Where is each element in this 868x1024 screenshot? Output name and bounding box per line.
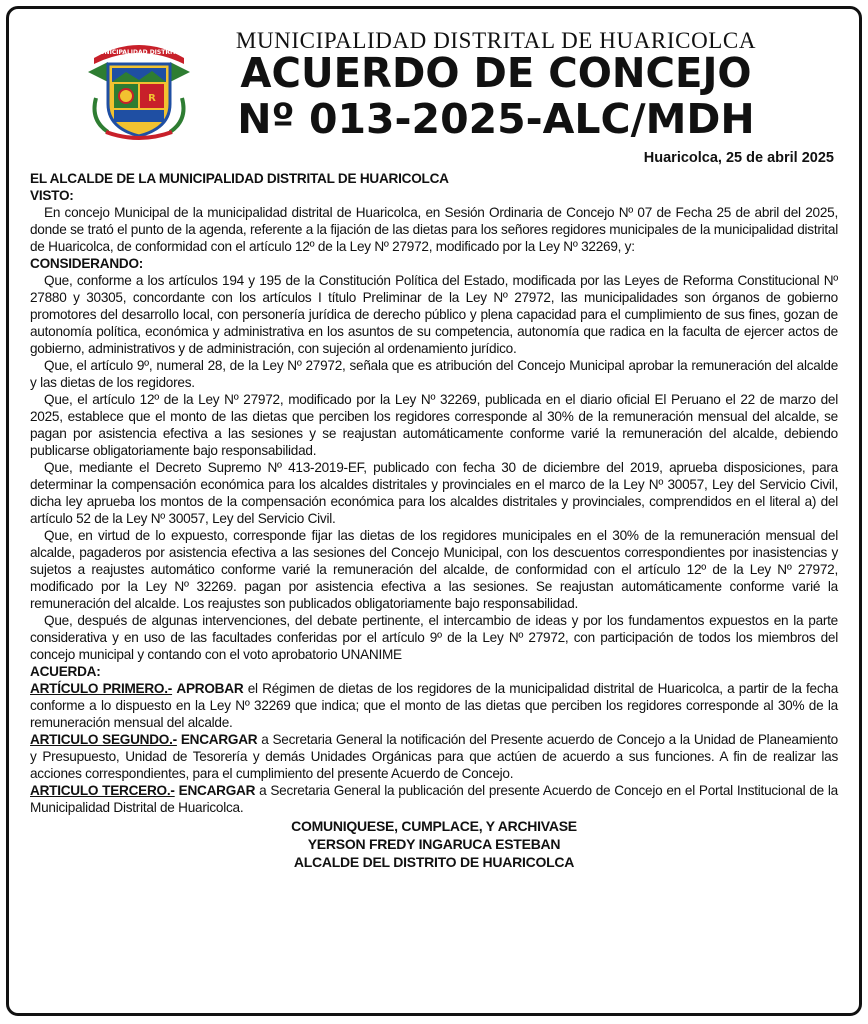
article-second — [30, 731, 838, 782]
article-second-label: ARTICULO SEGUNDO.- — [30, 732, 177, 747]
document-body — [30, 170, 838, 871]
article-first — [30, 680, 838, 731]
svg-text:R: R — [148, 93, 156, 104]
coat-of-arms-icon — [86, 38, 192, 142]
article-third-label: ARTICULO TERCERO.- — [30, 783, 175, 798]
acuerda-heading: ACUERDA: — [30, 664, 101, 679]
article-third-text: a Secretaria General la publicación del presente Acuerdo de Concejo en el Portal Institucional de la Municipalidad Distrital de Huaricolca. — [30, 783, 838, 815]
considerando-paragraph: Que, mediante el Decreto Supremo Nº 413-2019-EF, publicado con fecha 30 de diciembre del 2019, aprueba disposiciones, para determinar la compensación económica para los alcaldes distritales y provinciales en el marco de la Ley Nº 30057, Ley del Servicio Civil, dicha ley aprueba los montos de la compensación económica para los alcaldes distritales y provinciales, comprendidos en el literal a) del artículo 52 de la Ley Nº 30057, Ley del Servicio Civil. — [30, 460, 838, 526]
article-second-text: a Secretaria General la notificación del Presente acuerdo de Concejo a la Unidad de Planeamiento y Presupuesto, Unidad de Tesorería y demás Unidades Orgánicas para que actúen de acuerdo a sus funciones. A fin de realizar las acciones correspondientes, para el cumplimiento del presente Acuerdo de Concejo. — [30, 732, 838, 781]
article-third — [30, 782, 838, 816]
issuer-line: EL ALCALDE DE LA MUNICIPALIDAD DISTRITAL DE HUARICOLCA — [30, 171, 449, 186]
closing-formula: COMUNIQUESE, CUMPLACE, Y ARCHIVASE — [291, 818, 577, 834]
municipal-seal — [86, 38, 192, 142]
considerando-paragraph: Que, después de algunas intervenciones, del debate pertinente, el intercambio de ideas y por los fundamentos expuestos en la parte considerativa y en uso de las facultades conferidas por el artículo 9º de la Ley Nº 27972, con participación de todos los miembros del concejo municipal y contando con el voto aprobatorio UNANIME — [30, 613, 838, 662]
article-first-text: el Régimen de dietas de los regidores de la municipalidad distrital de Huaricolca, a partir de la fecha conforme a lo dispuesto en la Ley Nº 32269 que indica; que el monto de las dietas que perciben los regidores corresponde al 30% de la remuneración mensual del alcalde. — [30, 681, 838, 730]
document-number: Nº 013-2025-ALC/MDH — [237, 95, 755, 143]
svg-text:MUNICIPALIDAD DISTRITAL: MUNICIPALIDAD DISTRITAL — [93, 49, 185, 56]
document-date: Huaricolca, 25 de abril 2025 — [643, 150, 834, 166]
considerando-heading: CONSIDERANDO: — [30, 256, 144, 271]
signatory-title: ALCALDE DEL DISTRITO DE HUARICOLCA — [293, 854, 575, 870]
article-first-verb: APROBAR — [176, 681, 244, 696]
municipality-name: MUNICIPALIDAD DISTRITAL DE HUARICOLCA — [235, 28, 757, 53]
visto-heading: VISTO: — [30, 188, 74, 203]
article-third-verb: ENCARGAR — [178, 783, 256, 798]
article-first-label: ARTÍCULO PRIMERO.- — [30, 681, 173, 696]
considerando-paragraph: Que, el artículo 12º de la Ley Nº 27972, modificado por la Ley Nº 32269, publicada en el diario oficial El Peruano el 22 de marzo del 2025, establece que el monto de las dietas que perciben los regidores corresponde al 30% de la remuneración mensual del alcalde, se pagan por asistencia efectiva a las sesiones y se reajustan automáticamente conforme varié la remuneración del alcalde, debiendo publicarse obligatoriamente bajo responsabilidad. — [30, 392, 838, 458]
considerando-paragraph: Que, conforme a los artículos 194 y 195 de la Constitución Política del Estado, modificada por las Leyes de Reforma Constitucional Nº 27880 y 30305, concordante con los artículos I título Preliminar de la Ley Nº 27972, las municipalidades son órganos de gobierno promotores del desarrollo local, con personería jurídica de derecho público y plena capacidad para el cumplimiento de sus fines, gozan de autonomía política, económica y administrativa en los asuntos de su competencia, autonomía que radica en la faculta de ejercer actos de gobierno, administrativos y de administración, con sujeción al ordenamiento jurídico. — [30, 273, 838, 356]
article-second-verb: ENCARGAR — [180, 732, 258, 747]
considerando-paragraph: Que, en virtud de lo expuesto, corresponde fijar las dietas de los regidores municipales en el 30% de la remuneración mensual del alcalde, pagaderos por asistencia efectiva a las sesiones del Concejo Municipal, con los descuentos correspondientes por inasistencias y sujetos a reajustes automático conforme varié la remuneración del alcalde, de conformidad con el artículo 12º de la Ley Nº 27972, modificado por la Ley Nº 32269. pagan por asistencia efectiva a las sesiones. Se reajustan automáticamente conforme varié la remuneración del alcalde. Los reajustes son publicados obligatoriamente bajo responsabilidad. — [30, 528, 838, 611]
considerando-paragraph: Que, el artículo 9º, numeral 28, de la Ley Nº 27972, señala que es atribución del Concejo Municipal aprobar la remuneración del alcalde y las dietas de los regidores. — [30, 358, 838, 390]
visto-paragraph: En concejo Municipal de la municipalidad distrital de Huaricolca, en Sesión Ordinaria de Concejo Nº 07 de Fecha 25 de abril del 2025, donde se trató el punto de la agenda, referente a la fijación de las dietas para los señores regidores municipales de la municipalidad distrital de Huaricolca, de conformidad con el artículo 12º de la Ley Nº 27972, modificado por la Ley Nº 32269, y: — [30, 205, 838, 254]
document-title: ACUERDO DE CONCEJO — [240, 49, 752, 97]
closing-block — [30, 817, 838, 871]
signatory-name: YERSON FREDY INGARUCA ESTEBAN — [307, 836, 561, 852]
